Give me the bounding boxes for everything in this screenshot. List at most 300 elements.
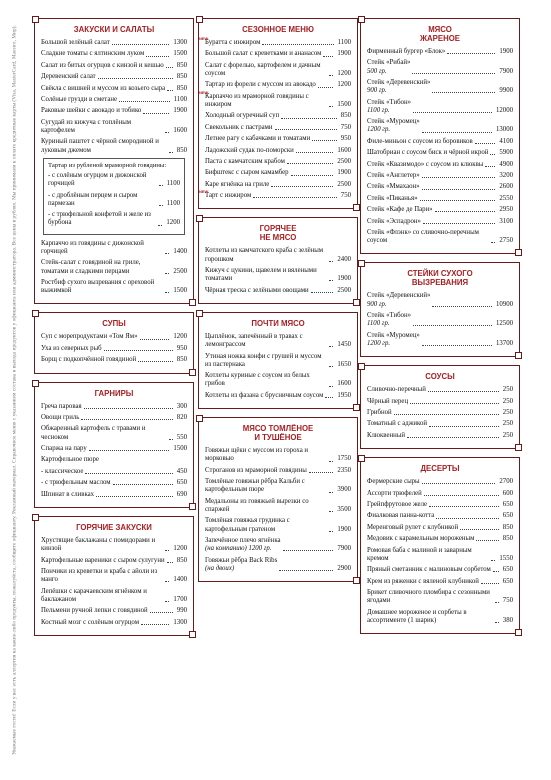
dot-leader	[422, 132, 492, 133]
item-price: 2550	[499, 194, 513, 202]
dot-leader	[495, 602, 499, 603]
item-price: 690	[176, 490, 187, 498]
dot-leader	[410, 403, 499, 404]
menu-item	[199, 36, 351, 47]
menu-item	[367, 99, 513, 115]
dot-leader	[165, 253, 169, 254]
menu-item	[367, 218, 513, 226]
menu-item	[41, 568, 187, 584]
dot-leader	[329, 531, 333, 532]
menu-item	[367, 79, 513, 95]
item-name: Картофельные вареники с сыром сулугуни	[41, 556, 165, 564]
item-price: 950	[176, 344, 187, 352]
menu-item	[367, 547, 513, 563]
item-name: Грейпфрутовое желе	[367, 501, 427, 508]
section-braised-meat	[198, 417, 358, 582]
dot-leader	[325, 397, 333, 398]
item-name: Холодный огуречный суп	[205, 112, 280, 120]
menu-item	[205, 498, 351, 514]
item-price: 1300	[173, 39, 187, 46]
item-name: Котлеты из камчатского краба с зелёным горошком	[205, 247, 324, 263]
tartare-box	[43, 158, 185, 235]
dot-leader	[312, 140, 337, 141]
item-name: Салат с форелью, картофелем и дачным соусом	[205, 61, 321, 77]
item-price: 4900	[499, 160, 513, 168]
item-list	[205, 333, 351, 400]
item-price: 1900	[499, 48, 513, 55]
dot-leader	[394, 414, 499, 415]
item-list	[41, 39, 187, 155]
section-title: ГОРЯЧЕЕ НЕ МЯСО	[259, 224, 297, 243]
menu-item	[41, 50, 187, 58]
item-name: Стейк «Англетер»	[367, 171, 420, 179]
puree-title: Картофельное пюре	[41, 456, 99, 464]
item-name: Стейк «Тибон» 1100 гр.	[367, 312, 411, 328]
section-hot-starters	[34, 516, 194, 636]
menu-item	[367, 501, 513, 509]
dot-leader	[283, 550, 334, 551]
menu-item	[205, 247, 351, 263]
menu-item	[367, 332, 513, 348]
item-name: Фермерские сыры	[367, 478, 420, 486]
dot-leader	[491, 560, 495, 561]
new-badge: NEW	[199, 89, 209, 95]
menu-item	[205, 478, 351, 494]
section-desserts	[360, 457, 520, 634]
dot-leader	[412, 73, 495, 74]
menu-item	[41, 491, 187, 499]
item-price: 1500	[173, 287, 187, 295]
item-price: 1900	[337, 50, 351, 58]
section-title: ДЕСЕРТЫ	[420, 464, 460, 474]
menu-item	[41, 425, 187, 441]
item-name: Стейк «Муромец» 1200 гр.	[367, 331, 420, 347]
item-price: 950	[340, 135, 351, 143]
dot-leader	[141, 624, 169, 625]
menu-item	[367, 292, 513, 308]
item-name: Стейк «Квазимодо» с соусом из клюквы	[367, 160, 484, 168]
dot-leader	[275, 129, 337, 130]
item-price: 850	[340, 112, 351, 120]
item-name: Паста с камчатским крабом	[205, 157, 285, 165]
item-list	[367, 478, 513, 625]
item-subtext: (на компанию) 1200 гр.	[205, 545, 272, 553]
item-name: Карпаччо из мраморной говядины с инжиром	[205, 92, 309, 108]
dot-leader	[432, 306, 492, 307]
item-price: 13700	[496, 339, 513, 347]
menu-item	[41, 107, 187, 115]
item-name: Клюквенный	[367, 431, 405, 439]
item-name: Котлеты куриные с соусом из белых грибов	[205, 372, 310, 388]
item-name: Брикет сливочного пломбира с сезонными ягодами	[367, 588, 490, 605]
menu-item	[205, 267, 351, 283]
item-price: 750	[502, 597, 513, 605]
dot-leader	[432, 92, 495, 93]
item-name: - с солёным огурцом и дижонской горчицей	[48, 171, 147, 188]
dot-leader	[166, 67, 173, 68]
section-sides	[34, 382, 194, 508]
item-name: Стейк «Пиканья»	[367, 194, 418, 202]
dot-leader	[422, 345, 492, 346]
item-list	[41, 468, 187, 488]
dot-leader	[428, 391, 499, 392]
item-price: 1100	[166, 199, 180, 207]
item-name: Овощи гриль	[41, 414, 80, 422]
menu-item	[367, 409, 513, 417]
item-list	[205, 447, 351, 573]
item-name: Медовик с карамельным мороженым	[367, 535, 475, 543]
item-price: 5900	[499, 149, 513, 157]
dot-leader	[253, 197, 337, 198]
dot-leader	[262, 44, 333, 45]
dot-leader	[329, 280, 333, 281]
item-price: 1400	[173, 576, 187, 584]
menu-item	[48, 192, 180, 208]
section-title: МЯСО ЖАРЕНОЕ	[420, 25, 460, 43]
menu-item	[205, 467, 351, 475]
item-price: 1200	[337, 69, 351, 77]
menu-item	[367, 398, 513, 406]
menu-item	[41, 39, 187, 47]
dot-leader	[435, 211, 496, 212]
dot-leader	[150, 612, 173, 613]
column-3	[360, 18, 520, 642]
dot-leader	[436, 518, 498, 519]
menu-item	[41, 119, 187, 135]
item-price: 820	[176, 414, 187, 422]
item-price: 12500	[496, 320, 513, 328]
dot-leader	[169, 152, 173, 153]
item-price: 2900	[337, 564, 351, 572]
item-price: 1300	[173, 618, 187, 626]
section-title: СУПЫ	[102, 319, 126, 329]
dot-leader	[309, 472, 334, 473]
item-price: 3100	[499, 217, 513, 225]
item-price: 1200	[337, 81, 351, 89]
item-list	[41, 491, 187, 499]
item-name: Хрустящие баклажаны с помидорами и кинзой	[41, 536, 156, 553]
dot-leader	[291, 175, 334, 176]
item-name: Каре ягнёнка на гриле	[205, 180, 270, 188]
section-title: МЯСО ТОМЛЁНОЕ И ТУШЁНОЕ	[242, 424, 314, 443]
menu-item	[41, 73, 187, 81]
item-price: 1950	[337, 391, 351, 399]
item-name: Грибной	[367, 409, 392, 417]
item-price: 1750	[337, 455, 351, 463]
item-price: 1650	[337, 360, 351, 368]
item-list	[41, 537, 187, 627]
menu-item	[48, 211, 180, 227]
dot-leader	[422, 189, 496, 190]
item-price: 450	[176, 467, 187, 475]
item-subtext: 1100 гр.	[367, 320, 390, 328]
dot-leader	[493, 571, 499, 572]
dot-leader	[329, 346, 333, 347]
dot-leader	[165, 132, 169, 133]
item-name: Сладкие томаты с ялтинским луком	[41, 50, 145, 58]
dot-leader	[287, 163, 333, 164]
item-name: Крем из ряженки с вяленой клубникой	[367, 577, 479, 585]
item-name: - классическое	[41, 467, 84, 475]
item-price: 750	[340, 192, 351, 200]
item-name: Карпаччо из говядины с дижонской горчицей	[41, 239, 144, 255]
item-name: Салат из битых огурцов с кинзой и кешью	[41, 61, 164, 69]
dot-leader	[113, 484, 173, 485]
item-price: 2500	[337, 157, 351, 165]
item-name: Уха из северных рыб	[41, 344, 102, 352]
dot-leader	[296, 152, 334, 153]
dot-leader	[476, 540, 498, 541]
item-price: 990	[176, 607, 187, 615]
dot-leader	[491, 242, 495, 243]
item-name: Большой зелёный салат	[41, 39, 110, 46]
item-name: Чёрный перец	[367, 397, 409, 405]
item-price: 1700	[173, 595, 187, 603]
new-badge: NEW	[199, 36, 209, 41]
item-list	[205, 247, 351, 294]
item-name: Пончики из креветки и краба с айоли из манго	[41, 567, 158, 584]
item-name: Сугудай из кижуча с топлёным картофелем	[41, 118, 132, 134]
item-price: 1900	[173, 107, 187, 115]
dot-leader	[96, 496, 173, 497]
dot-leader	[143, 113, 169, 114]
item-price: 2750	[499, 237, 513, 245]
menu-item	[41, 345, 187, 353]
menu-item	[367, 161, 513, 169]
section-soups	[34, 312, 194, 373]
menu-item	[367, 478, 513, 486]
item-subtext: 1200 гр.	[367, 126, 391, 134]
dot-leader	[112, 44, 170, 45]
menu-item	[205, 287, 351, 295]
item-price: 9900	[499, 87, 513, 95]
section-title: СЕЗОННОЕ МЕНЮ	[242, 25, 314, 34]
item-price: 250	[502, 386, 513, 394]
item-list	[367, 48, 513, 245]
menu-item	[367, 524, 513, 532]
menu-item	[41, 259, 187, 275]
menu-item	[205, 537, 351, 553]
item-name: Раковые шейки с авокадо и тобико	[41, 107, 142, 115]
item-price: 1500	[337, 100, 351, 108]
item-price: 850	[176, 356, 187, 364]
dot-leader	[167, 562, 173, 563]
dot-leader	[159, 205, 163, 206]
menu-item	[367, 149, 513, 157]
item-price: 1550	[499, 554, 513, 562]
item-name: Чёрная треска с зелёными овощами	[205, 286, 309, 294]
side-disclaimer-text: Уважаемые гости! Если у вас есть аллергия на какие-либо продукты, пожалуйста, сообщите официанту. Рекламный материал. Справочное меню с указанием состава и выхода продуктов у официанта или администратора. Все цены в рублях. Мы принимаем к оплате кредитные карты (Visa, MasterCard, Maestro, Мир).	[11, 25, 18, 755]
dot-leader	[85, 473, 172, 474]
menu-item	[41, 588, 187, 604]
dot-leader	[329, 75, 333, 76]
dot-leader	[271, 186, 333, 187]
item-price: 13000	[496, 126, 513, 134]
menu-item	[205, 81, 351, 89]
dot-leader	[158, 225, 162, 226]
dot-leader	[423, 223, 495, 224]
item-name: Томлёная говяжья грудинка с картофельным гратеном	[205, 517, 290, 533]
dot-leader	[420, 200, 496, 201]
menu-item	[41, 240, 187, 256]
menu-item	[205, 112, 351, 120]
item-name: Стейк «Флэнк» со сливочно-перечным соусом	[367, 228, 479, 245]
item-subtext: (на двоих)	[205, 564, 235, 572]
dot-leader	[490, 154, 495, 155]
item-name: Стейк «Тибон» 1100 гр.	[367, 98, 411, 114]
menu-item	[367, 432, 513, 440]
menu-item	[199, 89, 351, 109]
menu-item	[205, 169, 351, 177]
item-price: 850	[176, 146, 187, 154]
menu-item	[41, 619, 187, 627]
item-price: 300	[176, 402, 187, 410]
item-name: Стейк «Эспадрон»	[367, 217, 421, 225]
item-name: - с дроблёным перцем и сыром пармезан	[48, 191, 138, 207]
menu-item	[367, 48, 513, 56]
dot-leader	[485, 166, 495, 167]
dot-leader	[422, 177, 496, 178]
dot-leader	[81, 419, 172, 420]
section-title: ГОРЯЧИЕ ЗАКУСКИ	[76, 522, 152, 532]
item-name: Томатный с аджикой	[367, 420, 428, 428]
menu-item	[41, 85, 187, 93]
menu-item	[41, 62, 187, 70]
item-price: 1900	[337, 525, 351, 533]
item-price: 650	[176, 479, 187, 487]
menu-item	[41, 557, 187, 565]
dot-leader	[447, 53, 495, 54]
dot-leader	[98, 78, 173, 79]
dot-leader	[169, 439, 173, 440]
dot-leader	[140, 339, 170, 340]
dot-leader	[329, 106, 333, 107]
item-price: 1600	[337, 146, 351, 154]
menu-item	[367, 535, 513, 543]
item-price: 850	[502, 523, 513, 531]
section-starters-salads	[34, 18, 194, 304]
menu-item	[205, 124, 351, 132]
menu-item	[205, 50, 351, 58]
dot-leader	[311, 292, 334, 293]
item-price: 850	[176, 556, 187, 564]
item-name: Лепёшки с карачаевским ягнёнком и баклажаном	[41, 587, 147, 603]
item-price: 2950	[499, 206, 513, 214]
dot-leader	[475, 143, 496, 144]
item-price: 1400	[173, 247, 187, 255]
item-name: Ростбиф сухого вызревания с ореховой выжимкой	[41, 278, 155, 295]
dot-leader	[495, 622, 499, 623]
item-name: Томлёные говяжьи рёбра Кальби с картофельным пюре	[205, 478, 305, 494]
item-name: Солёные грузди в сметане	[41, 95, 117, 103]
item-name: Цыплёнок, запечённый в травах с лемонграссом	[205, 333, 303, 349]
item-name: Филе-миньон с соусом из боровиков	[367, 137, 473, 145]
item-price: 250	[502, 409, 513, 417]
item-price: 600	[502, 489, 513, 497]
item-price: 2500	[173, 267, 187, 275]
menu-item	[205, 62, 351, 78]
item-list	[41, 333, 187, 364]
item-list	[41, 240, 187, 296]
menu-item	[205, 517, 351, 533]
item-name: Запечённое плечо ягнёнка (на компанию) 1200 гр.	[205, 537, 281, 553]
item-subtext: 1100 гр.	[367, 106, 390, 114]
item-name: Деревенский салат	[41, 73, 96, 81]
menu-item	[205, 333, 351, 349]
section-title: СОУСЫ	[425, 372, 455, 382]
item-price: 2350	[337, 466, 351, 474]
dot-leader	[407, 437, 499, 438]
item-name: Стейк-салат с говядиной на гриле, томатами и сладкими перцами	[41, 259, 141, 275]
item-price: 380	[502, 616, 513, 624]
item-name: Куриный паштет с чёрной смородиной и луковым джемом	[41, 138, 159, 154]
tartare-title: Тартар из рубленой мраморной говядины:	[48, 161, 167, 169]
column-2	[198, 18, 358, 590]
item-subtext: 900 гр.	[367, 300, 387, 308]
dot-leader	[329, 386, 333, 387]
menu-item	[41, 403, 187, 411]
item-name: Обжаренный картофель с травами и чесноком	[41, 425, 146, 441]
dot-leader	[104, 350, 173, 351]
item-price: 1200	[173, 545, 187, 553]
item-price: 1600	[337, 380, 351, 388]
item-price: 650	[502, 501, 513, 508]
menu-item	[367, 118, 513, 134]
item-name: Тартар из форели с муссом из авокадо	[205, 81, 316, 89]
dot-leader	[89, 450, 170, 451]
menu-item	[367, 490, 513, 498]
section-title: ЗАКУСКИ И САЛАТЫ	[73, 25, 155, 34]
item-price: 2700	[499, 478, 513, 486]
item-subtext: 1200 гр.	[367, 339, 391, 347]
item-price: 1500	[173, 50, 187, 58]
new-badge: NEW	[199, 189, 209, 195]
menu-item	[205, 181, 351, 189]
dot-leader	[165, 550, 169, 551]
menu-item	[367, 609, 513, 625]
item-price: 2500	[337, 180, 351, 188]
menu-item	[367, 566, 513, 574]
menu-item	[367, 206, 513, 214]
menu-item	[367, 195, 513, 203]
item-name: Борщ с подкопчённой говядиной	[41, 356, 137, 364]
item-price: 1600	[173, 126, 187, 134]
menu-item	[367, 578, 513, 586]
item-price: 1200	[166, 219, 180, 227]
dot-leader	[279, 570, 333, 571]
dot-leader	[429, 506, 499, 507]
item-price: 12000	[496, 106, 513, 114]
dot-leader	[84, 408, 173, 409]
menu-item	[367, 59, 513, 75]
item-price: 1900	[337, 169, 351, 177]
item-price: 650	[502, 566, 513, 574]
item-price: 250	[502, 420, 513, 428]
section-title: ПОЧТИ МЯСО	[251, 319, 305, 329]
menu-item	[41, 537, 187, 553]
dot-leader	[329, 511, 333, 512]
dot-leader	[422, 483, 496, 484]
item-price: 850	[176, 84, 187, 92]
section-almost-meat	[198, 312, 358, 409]
menu-item	[41, 445, 187, 453]
section-seasonal	[198, 18, 358, 209]
item-name: Костный мозг с солёным огурцом	[41, 618, 140, 626]
item-name: Меренговый рулет с клубникой	[367, 523, 459, 531]
dot-leader	[413, 325, 492, 326]
item-price: 1450	[337, 341, 351, 349]
item-name: Фирменный бургер «Блок»	[367, 48, 446, 55]
